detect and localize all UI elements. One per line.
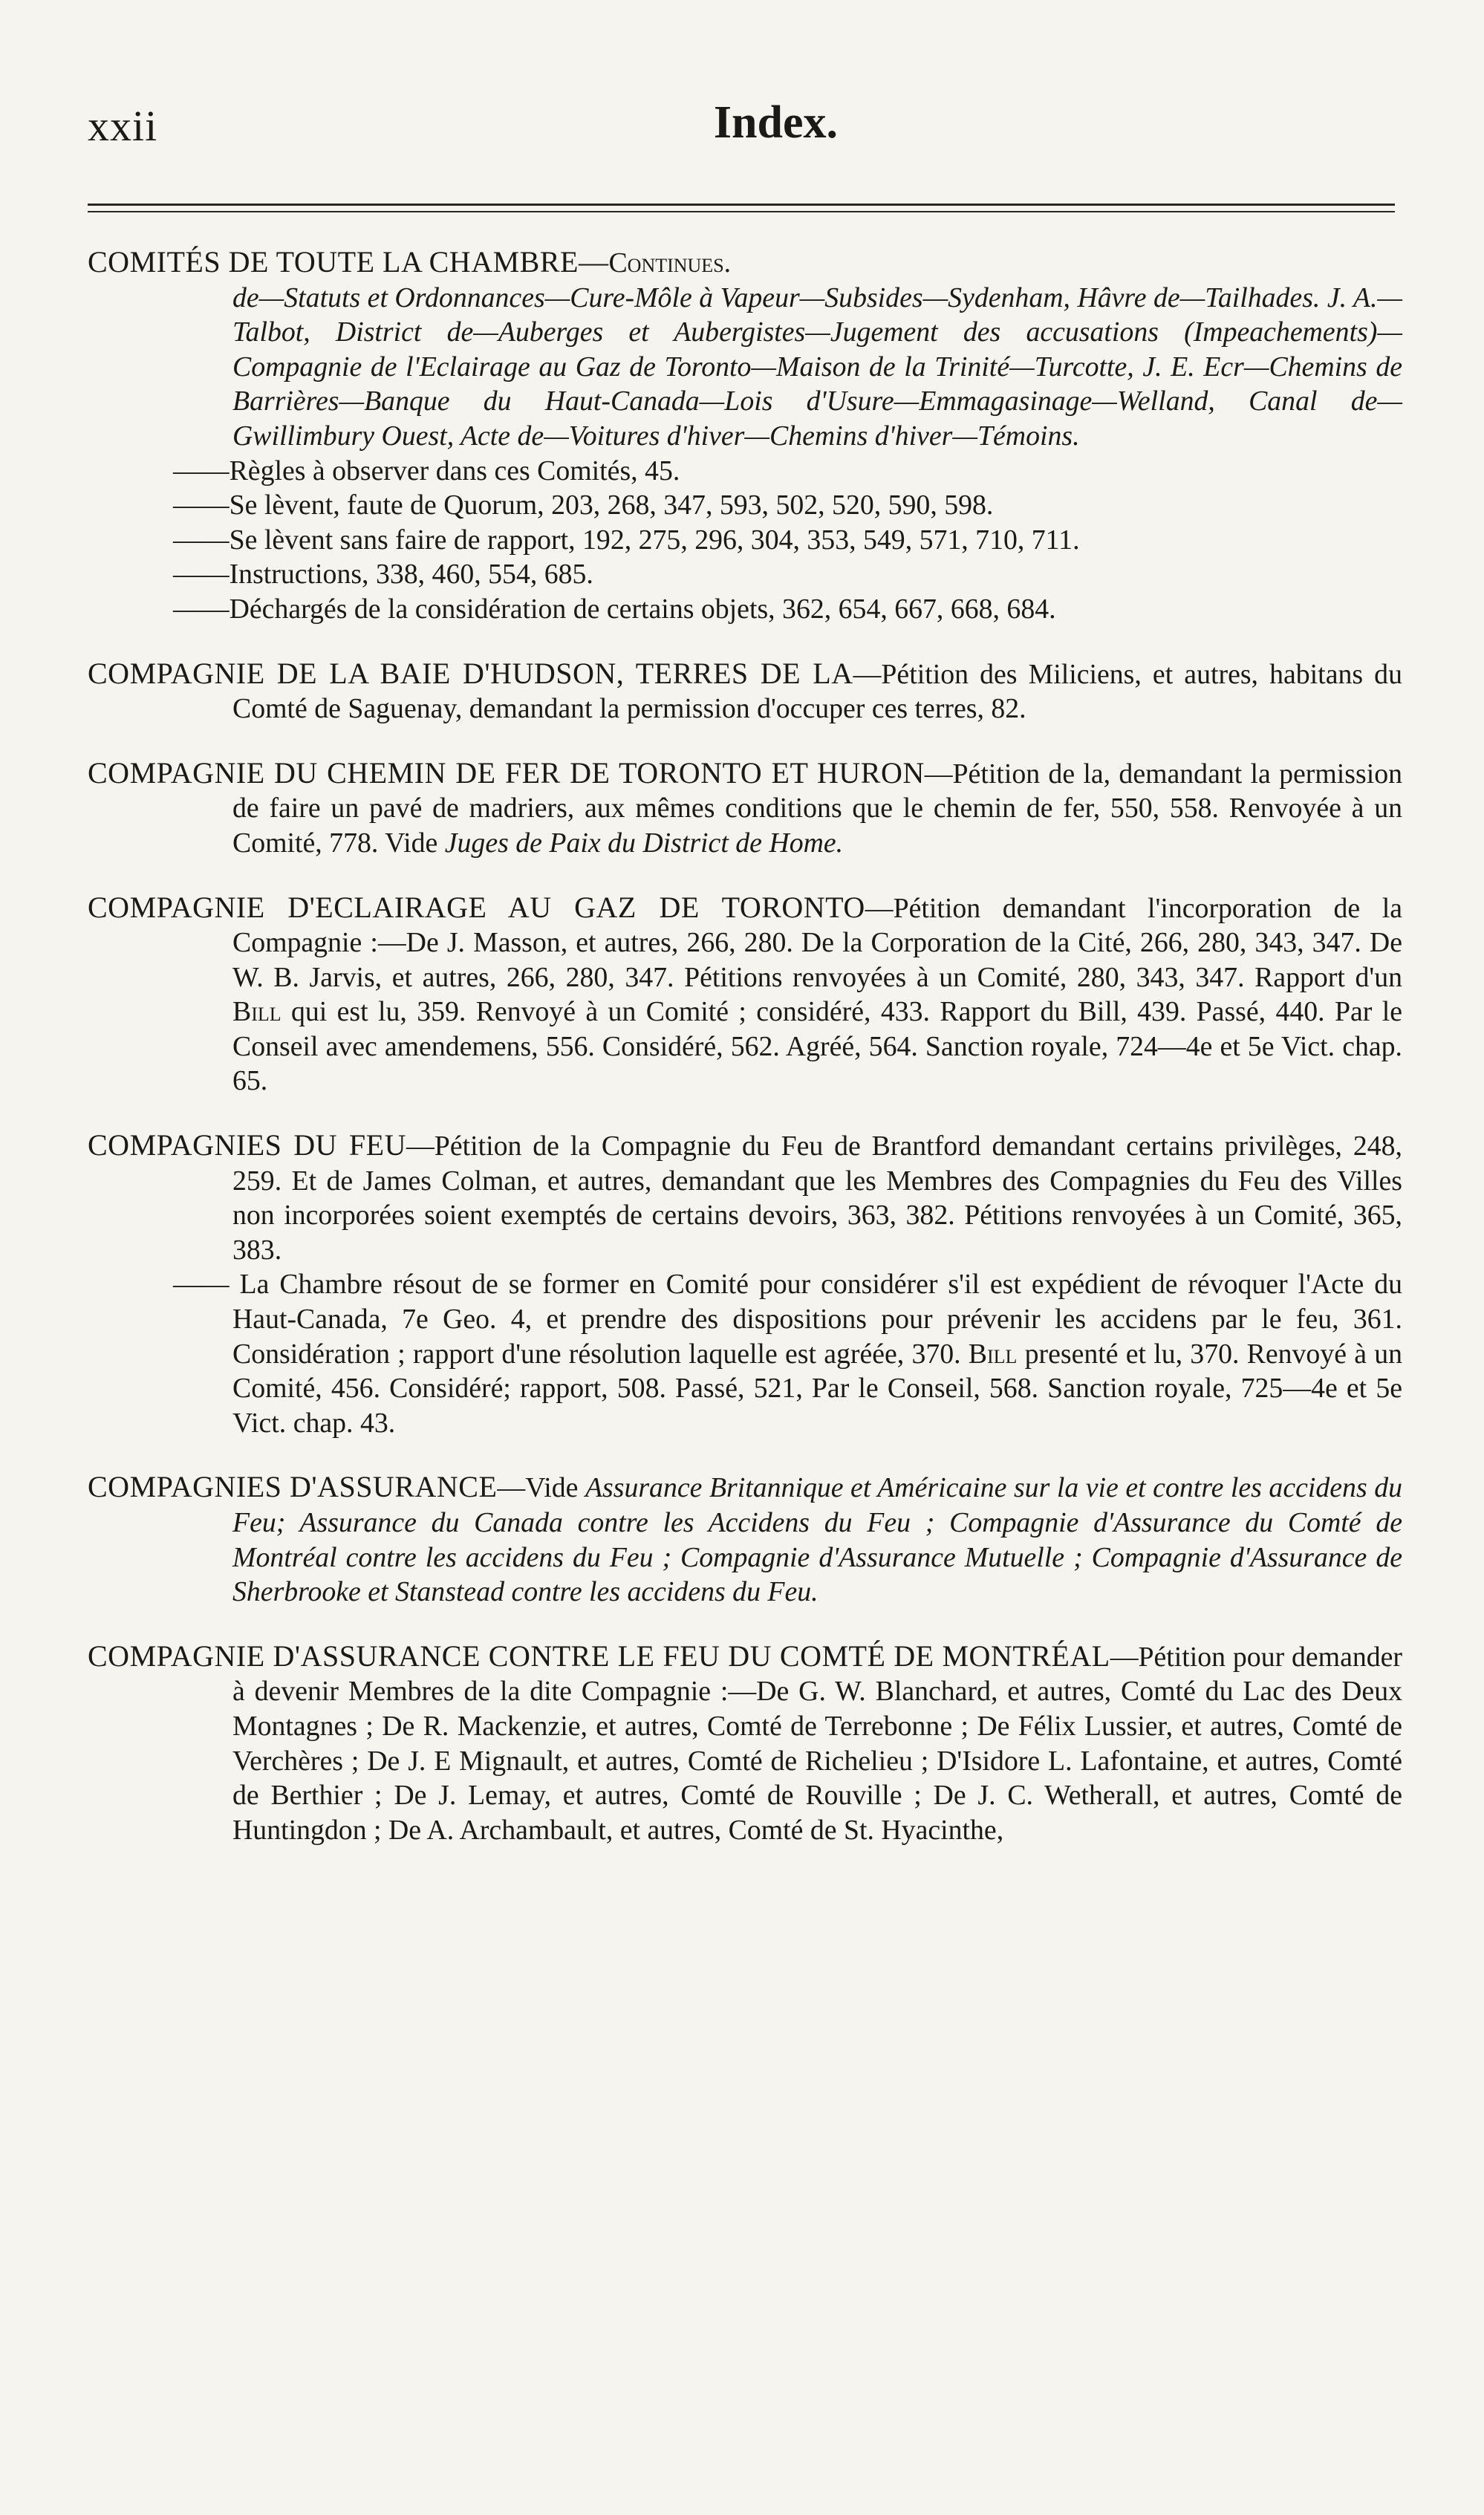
page-number: xxii [88, 102, 158, 150]
sub-entry: ——Se lèvent sans faire de rapport, 192, 275, 296, 304, 353, 549, 571, 710, 711. [173, 524, 1080, 556]
entry-heading: COMPAGNIES DU FEU [88, 1128, 406, 1162]
index-entry [88, 1639, 1402, 1848]
index-content [88, 245, 1402, 1877]
bill-word: Bill [232, 996, 281, 1028]
entry-heading: COMPAGNIE DU CHEMIN DE FER DE TORONTO ET HURON [88, 755, 925, 790]
entry-text: —Pétition de la, demandant la permission de faire un pavé de madriers, aux mêmes conditions que le chemin de fer, 550, 558. Renvoyée à un Comité, 778. Vide [232, 758, 1402, 859]
index-entry [88, 657, 1402, 726]
header-rule-thick [88, 204, 1395, 206]
entry-heading: COMPAGNIE D'ASSURANCE CONTRE LE FEU DU COMTÉ DE MONTRÉAL [88, 1639, 1110, 1673]
sub-entry: ——Instructions, 338, 460, 554, 685. [173, 559, 593, 590]
index-entry [88, 1128, 1402, 1440]
entry-heading-line [88, 245, 1402, 281]
entry-text: —Pétition demandant l'incorporation de la Compagnie :—De J. Masson, et autres, 266, 280. De la Corporation de la Cité, 266, 280, 343, 347. De W. B. Jarvis, et autres, 266, 280, 347. Pétitions renvoyées à un Comité, 280, 343, 347. Rapport d'un [232, 892, 1402, 993]
header-rule-thin [88, 211, 1395, 212]
index-entry [88, 891, 1402, 1099]
entry-paragraph [88, 1128, 1402, 1267]
entry-text: —Vide [497, 1472, 585, 1504]
entry-heading: COMPAGNIES D'ASSURANCE [88, 1470, 498, 1504]
entry-heading-continued: Continues. [608, 247, 732, 279]
index-entry [88, 1470, 1402, 1609]
index-entry [88, 245, 1402, 627]
sub-entry [88, 1267, 1402, 1440]
entry-body: de—Statuts et Ordonnances—Cure-Môle à Vapeur—Subsides—Sydenham, Hâvre de—Tailhades. J. A.—Talbot, District de—Auberges et Aubergistes—Jugement des accusations (Impeachements)—Compagnie de l'Eclairage au Gaz de Toronto—Maison de la Trinité—Turcotte, J. E. Ecr—Chemins de Barrières—Banque du Haut-Canada—Lois d'Usure—Emmagasinage—Welland, Canal de—Gwillimbury Ouest, Acte de—Voitures d'hiver—Chemins d'hiver—Témoins. [232, 282, 1402, 452]
entry-text: —Pétition des Miliciens, et autres, habitans du Comté de Saguenay, demandant la permission d'occuper ces terres, 82. [232, 658, 1402, 725]
entry-italic-reference: Assurance Britannique et Américaine sur la vie et contre les accidens du Feu; Assurance du Canada contre les Accidens du Feu ; Compagnie d'Assurance du Comté de Montréal contre les accidens du Feu ; Compagnie d'Assurance Mutuelle ; Compagnie d'Assurance de Sherbrooke et Stanstead contre les accidens du Feu. [232, 1472, 1402, 1608]
bill-word: Bill [968, 1338, 1018, 1370]
entry-text: —Pétition pour demander à devenir Membres de la dite Compagnie :—De G. W. Blanchard, et autres, Comté du Lac des Deux Montagnes ; De R. Mackenzie, et autres, Comté de Terrebonne ; De Félix Lussier, et autres, Comté de Verchères ; De J. E Mignault, et autres, Comté de Richelieu ; D'Isidore L. Lafontaine, et autres, Comté de Berthier ; De J. Lemay, et autres, Comté de Rouville ; De J. C. Wetherall, et autres, Comté de Huntingdon ; De A. Archambault, et autres, Comté de St. Hyacinthe, [232, 1641, 1402, 1846]
entry-heading: COMPAGNIE D'ECLAIRAGE AU GAZ DE TORONTO [88, 890, 865, 924]
running-head: Index. [713, 97, 838, 148]
entry-text: —Pétition de la Compagnie du Feu de Brantford demandant certains privilèges, 248, 259. Et de James Colman, et autres, demandant que les Membres des Compagnies du Feu des Villes non incorporées soient exemptés de certains devoirs, 363, 382. Pétitions renvoyées à un Comité, 365, 383. [232, 1130, 1402, 1266]
sub-entry: ——Déchargés de la considération de certains objets, 362, 654, 667, 668, 684. [173, 593, 1056, 625]
page-header [88, 88, 1395, 162]
sub-entry-text: —— La Chambre résout de se former en Comité pour considérer s'il est expédient de révoquer l'Acte du Haut-Canada, 7e Geo. 4, et prendre des dispositions pour prévenir les accidens par le feu, 361. Considération ; rapport d'une résolution laquelle est agréée, 370. [173, 1269, 1402, 1370]
sub-entry-text-continued: presenté et lu, 370. Renvoyé à un Comité, 456. Considéré; rapport, 508. Passé, 521, Par le Conseil, 568. Sanction royale, 725—4e et 5e Vict. chap. 43. [232, 1338, 1402, 1439]
sub-entry: ——Se lèvent, faute de Quorum, 203, 268, 347, 593, 502, 520, 590, 598. [173, 489, 994, 521]
entry-italic-reference: Juges de Paix du District de Home. [444, 827, 844, 859]
index-entry [88, 756, 1402, 861]
entry-heading: COMPAGNIE DE LA BAIE D'HUDSON, TERRES DE LA [88, 656, 853, 690]
sub-entry: ——Règles à observer dans ces Comités, 45. [173, 455, 680, 487]
entry-text-continued: qui est lu, 359. Renvoyé à un Comité ; considéré, 433. Rapport du Bill, 439. Passé, 440. Par le Conseil avec amendemens, 556. Considéré, 562. Agréé, 564. Sanction royale, 724—4e et 5e Vict. chap. 65. [232, 996, 1402, 1097]
entry-heading: COMITÉS DE TOUTE LA CHAMBRE— [88, 245, 609, 279]
